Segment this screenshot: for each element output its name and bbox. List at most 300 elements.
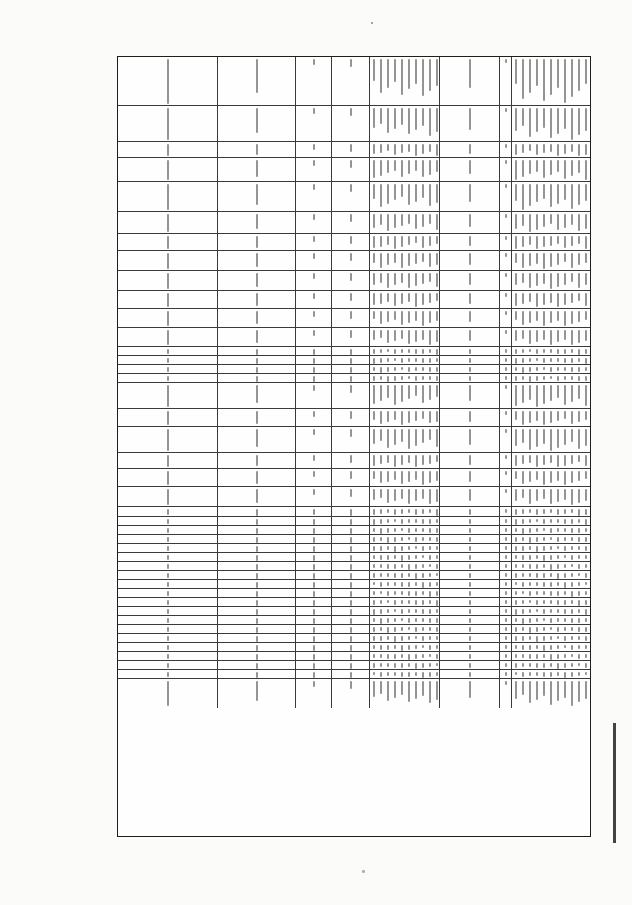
printed-text-mark [543,636,545,641]
table-cell [512,526,592,534]
printed-text-mark [167,471,169,485]
printed-text-mark [313,537,315,543]
table-cell [500,535,512,543]
table-cell [118,553,218,561]
printed-text-mark [543,273,545,284]
printed-text-mark [256,672,258,678]
printed-text-mark [585,663,587,668]
printed-text-mark [422,455,424,465]
printed-text-mark [564,489,566,500]
printed-text-mark [469,537,471,542]
printed-text-mark [505,349,507,353]
table-cell [296,507,332,516]
printed-text-mark [436,537,438,542]
printed-text-mark [415,645,417,649]
printed-text-mark [505,253,507,257]
printed-text-mark [380,627,382,631]
printed-text-mark [564,471,566,485]
printed-text-mark [380,59,382,93]
printed-text-mark [256,537,258,543]
printed-text-mark [469,471,471,482]
printed-text-mark [564,663,566,668]
printed-text-mark [557,330,559,342]
printed-text-mark [401,411,403,425]
printed-text-mark [571,537,573,541]
printed-text-mark [585,636,587,641]
printed-text-mark [429,618,431,623]
printed-text-mark [571,591,573,597]
printed-text-mark [585,273,587,285]
printed-text-mark [408,591,410,596]
table-row [118,670,590,679]
printed-text-mark [401,618,403,621]
printed-text-mark [167,489,169,505]
printed-text-mark [550,537,552,540]
printed-text-mark [415,627,417,632]
printed-text-mark [415,582,417,586]
printed-text-mark [350,108,352,116]
printed-text-mark [380,293,382,304]
printed-text-mark [415,108,417,130]
printed-text-mark [571,253,573,268]
printed-text-mark [401,236,403,247]
printed-text-mark [313,330,315,336]
printed-text-mark [401,144,403,153]
table-cell [218,670,296,678]
table-cell [440,616,500,624]
printed-text-mark [313,311,315,317]
printed-text-mark [408,330,410,344]
printed-text-mark [167,672,169,677]
printed-text-mark [578,349,580,355]
printed-text-mark [429,330,431,345]
printed-text-mark [529,618,531,623]
table-cell [370,670,440,678]
printed-text-mark [387,519,389,523]
printed-text-mark [408,367,410,372]
printed-text-mark [256,591,258,597]
printed-text-mark [469,367,471,372]
printed-text-mark [564,293,566,305]
printed-text-mark [408,546,410,550]
table-cell [332,625,370,633]
printed-text-mark [515,411,517,420]
printed-text-mark [522,184,524,210]
printed-text-mark [536,349,538,354]
printed-text-mark [256,455,258,466]
table-cell [218,57,296,105]
printed-text-mark [543,349,545,353]
table-cell [118,526,218,534]
printed-text-mark [387,455,389,463]
printed-text-mark [408,519,410,523]
printed-text-mark [564,528,566,532]
printed-text-mark [543,253,545,269]
printed-text-mark [167,214,169,232]
printed-text-mark [585,489,587,501]
printed-text-mark [313,471,315,477]
printed-text-mark [550,528,552,533]
printed-text-mark [408,573,410,577]
printed-text-mark [313,618,315,624]
printed-text-mark [436,376,438,381]
table-cell [500,251,512,270]
table-cell [118,517,218,525]
table-cell [512,251,592,270]
printed-text-mark [522,273,524,283]
printed-text-mark [373,537,375,542]
printed-text-mark [167,160,169,180]
printed-text-mark [394,367,396,371]
printed-text-mark [515,367,517,371]
printed-text-mark [543,681,545,696]
table-cell [370,562,440,570]
table-cell [500,634,512,642]
table-row [118,607,590,616]
printed-text-mark [422,555,424,558]
printed-text-mark [585,609,587,615]
printed-text-mark [373,108,375,128]
printed-text-mark [522,108,524,126]
table-cell [370,634,440,642]
printed-text-mark [564,411,566,419]
table-cell [296,634,332,642]
printed-text-mark [585,546,587,551]
table-cell [370,625,440,633]
table-cell [370,427,440,452]
printed-text-mark [571,609,573,614]
printed-text-mark [536,645,538,649]
printed-text-mark [167,429,169,451]
table-cell [370,347,440,355]
printed-text-mark [429,672,431,677]
table-cell [440,251,500,270]
printed-text-mark [571,293,573,303]
printed-text-mark [529,564,531,569]
table-cell [218,453,296,468]
table-cell [296,427,332,452]
printed-text-mark [401,537,403,541]
printed-text-mark [578,636,580,640]
printed-text-mark [522,455,524,464]
printed-text-mark [313,236,315,242]
printed-text-mark [408,160,410,174]
printed-text-mark [557,358,559,362]
printed-text-mark [536,273,538,286]
printed-text-mark [313,214,315,220]
table-cell [440,234,500,250]
table-cell [440,507,500,516]
table-cell [332,309,370,327]
table-cell [296,374,332,382]
printed-text-mark [557,618,559,622]
printed-text-mark [557,654,559,659]
printed-text-mark [373,330,375,340]
printed-text-mark [313,385,315,391]
printed-text-mark [522,489,524,498]
table-row [118,562,590,571]
table-cell [370,535,440,543]
printed-text-mark [543,654,545,658]
printed-text-mark [536,627,538,632]
printed-text-mark [515,489,517,501]
printed-text-mark [564,509,566,514]
table-cell [218,507,296,516]
printed-text-mark [515,654,517,658]
table-cell [440,679,500,708]
table-cell [332,234,370,250]
table-cell [512,661,592,669]
printed-text-mark [408,293,410,302]
printed-text-mark [522,236,524,247]
printed-text-mark [515,537,517,542]
table-cell [370,158,440,181]
printed-text-mark [543,367,545,370]
printed-text-mark [550,385,552,401]
table-cell [370,234,440,250]
table-cell [296,365,332,373]
table-row [118,251,590,271]
printed-text-mark [529,455,531,463]
printed-text-mark [350,144,352,152]
printed-text-mark [564,537,566,541]
printed-text-mark [571,654,573,657]
printed-text-mark [543,609,545,614]
table-cell [440,661,500,669]
printed-text-mark [256,376,258,382]
printed-text-mark [578,537,580,542]
table-cell [218,661,296,669]
printed-text-mark [387,349,389,352]
table-cell [370,507,440,516]
printed-text-mark [564,144,566,154]
printed-text-mark [505,645,507,649]
table-cell [370,291,440,308]
printed-text-mark [429,214,431,224]
printed-text-mark [557,519,559,523]
printed-text-mark [373,311,375,319]
printed-text-mark [522,311,524,325]
table-cell [218,309,296,327]
printed-text-mark [515,546,517,551]
printed-text-mark [536,376,538,381]
printed-text-mark [256,564,258,570]
printed-text-mark [515,273,517,285]
table-cell [296,661,332,669]
printed-text-mark [571,330,573,345]
printed-text-mark [529,609,531,613]
printed-text-mark [469,627,471,632]
printed-text-mark [394,645,396,649]
printed-text-mark [529,59,531,93]
table-cell [218,652,296,660]
printed-text-mark [373,618,375,622]
table-cell [500,309,512,327]
printed-text-mark [387,358,389,362]
printed-text-mark [536,654,538,659]
printed-text-mark [522,160,524,177]
printed-text-mark [394,654,396,659]
printed-text-mark [557,489,559,502]
printed-text-mark [578,273,580,288]
printed-text-mark [380,236,382,247]
table-cell [118,158,218,181]
printed-text-mark [167,59,169,104]
table-cell [370,106,440,141]
printed-text-mark [408,609,410,613]
printed-text-mark [380,636,382,641]
table-cell [500,670,512,678]
printed-text-mark [256,349,258,355]
printed-text-mark [373,429,375,444]
printed-text-mark [350,253,352,261]
printed-text-mark [571,429,573,442]
printed-text-mark [408,349,410,353]
table-row [118,598,590,607]
printed-text-mark [550,618,552,623]
printed-text-mark [313,411,315,417]
table-cell [218,535,296,543]
table-cell [118,544,218,552]
printed-text-mark [387,330,389,343]
printed-text-mark [536,358,538,361]
table-row [118,487,590,507]
table-cell [332,291,370,308]
printed-text-mark [429,367,431,372]
printed-text-mark [167,609,169,614]
printed-text-mark [571,636,573,640]
printed-text-mark [564,376,566,380]
table-cell [440,106,500,141]
printed-text-mark [313,654,315,660]
printed-text-mark [408,600,410,604]
printed-text-mark [387,618,389,623]
printed-text-mark [550,681,552,705]
table-cell [500,291,512,308]
table-cell [118,598,218,606]
printed-text-mark [557,59,559,88]
printed-text-mark [394,618,396,622]
printed-text-mark [564,385,566,405]
printed-text-mark [373,144,375,154]
printed-text-mark [422,681,424,696]
printed-text-mark [529,537,531,543]
printed-text-mark [522,672,524,677]
printed-text-mark [436,519,438,523]
printed-text-mark [578,672,580,676]
printed-text-mark [436,385,438,397]
printed-text-mark [350,627,352,633]
printed-text-mark [529,555,531,560]
printed-text-mark [429,600,431,604]
printed-text-mark [529,236,531,245]
printed-text-mark [536,555,538,559]
printed-text-mark [522,573,524,577]
printed-text-mark [585,144,587,155]
printed-text-mark [350,681,352,689]
table-cell [500,607,512,615]
printed-text-mark [550,509,552,513]
printed-text-mark [422,144,424,154]
printed-text-mark [522,609,524,614]
printed-text-mark [469,509,471,515]
printed-text-mark [469,609,471,614]
printed-text-mark [436,236,438,244]
printed-text-mark [571,214,573,225]
printed-text-mark [529,519,531,523]
printed-text-mark [415,214,417,229]
printed-text-mark [436,681,438,700]
table-cell [296,544,332,552]
table-cell [512,271,592,290]
printed-text-mark [529,367,531,372]
printed-text-mark [522,144,524,153]
table-row [118,309,590,328]
printed-text-mark [429,376,431,380]
printed-text-mark [543,144,545,153]
printed-text-mark [522,330,524,339]
table-cell [332,374,370,382]
printed-text-mark [550,609,552,613]
printed-text-mark [415,59,417,84]
table-cell [218,607,296,615]
printed-text-mark [350,582,352,588]
table-cell [296,553,332,561]
printed-text-mark [536,59,538,86]
table-cell [118,670,218,678]
printed-text-mark [350,509,352,516]
table-cell [512,182,592,211]
printed-text-mark [515,253,517,263]
printed-text-mark [350,349,352,355]
printed-text-mark [585,509,587,515]
printed-text-mark [380,528,382,534]
table-cell [218,374,296,382]
printed-text-mark [557,253,559,265]
printed-text-mark [394,160,396,171]
printed-text-mark [564,429,566,445]
printed-text-mark [536,429,538,447]
printed-text-mark [256,663,258,669]
printed-text-mark [536,609,538,612]
printed-text-mark [543,489,545,499]
printed-text-mark [571,108,573,140]
printed-text-mark [585,573,587,578]
printed-text-mark [550,273,552,289]
printed-text-mark [313,509,315,515]
table-cell [332,142,370,157]
printed-text-mark [422,654,424,658]
printed-text-mark [571,471,573,483]
printed-text-mark [380,609,382,614]
table-cell [296,409,332,426]
table-cell [218,679,296,708]
printed-text-mark [557,509,559,515]
table-row [118,544,590,553]
table-row [118,679,590,708]
printed-text-mark [469,591,471,596]
table-cell [512,625,592,633]
printed-text-mark [313,636,315,642]
printed-text-mark [408,236,410,245]
printed-text-mark [505,293,507,297]
printed-text-mark [543,236,545,247]
table-cell [500,271,512,290]
table-cell [118,106,218,141]
printed-text-mark [401,519,403,524]
printed-text-mark [373,376,375,381]
printed-text-mark [505,108,507,112]
